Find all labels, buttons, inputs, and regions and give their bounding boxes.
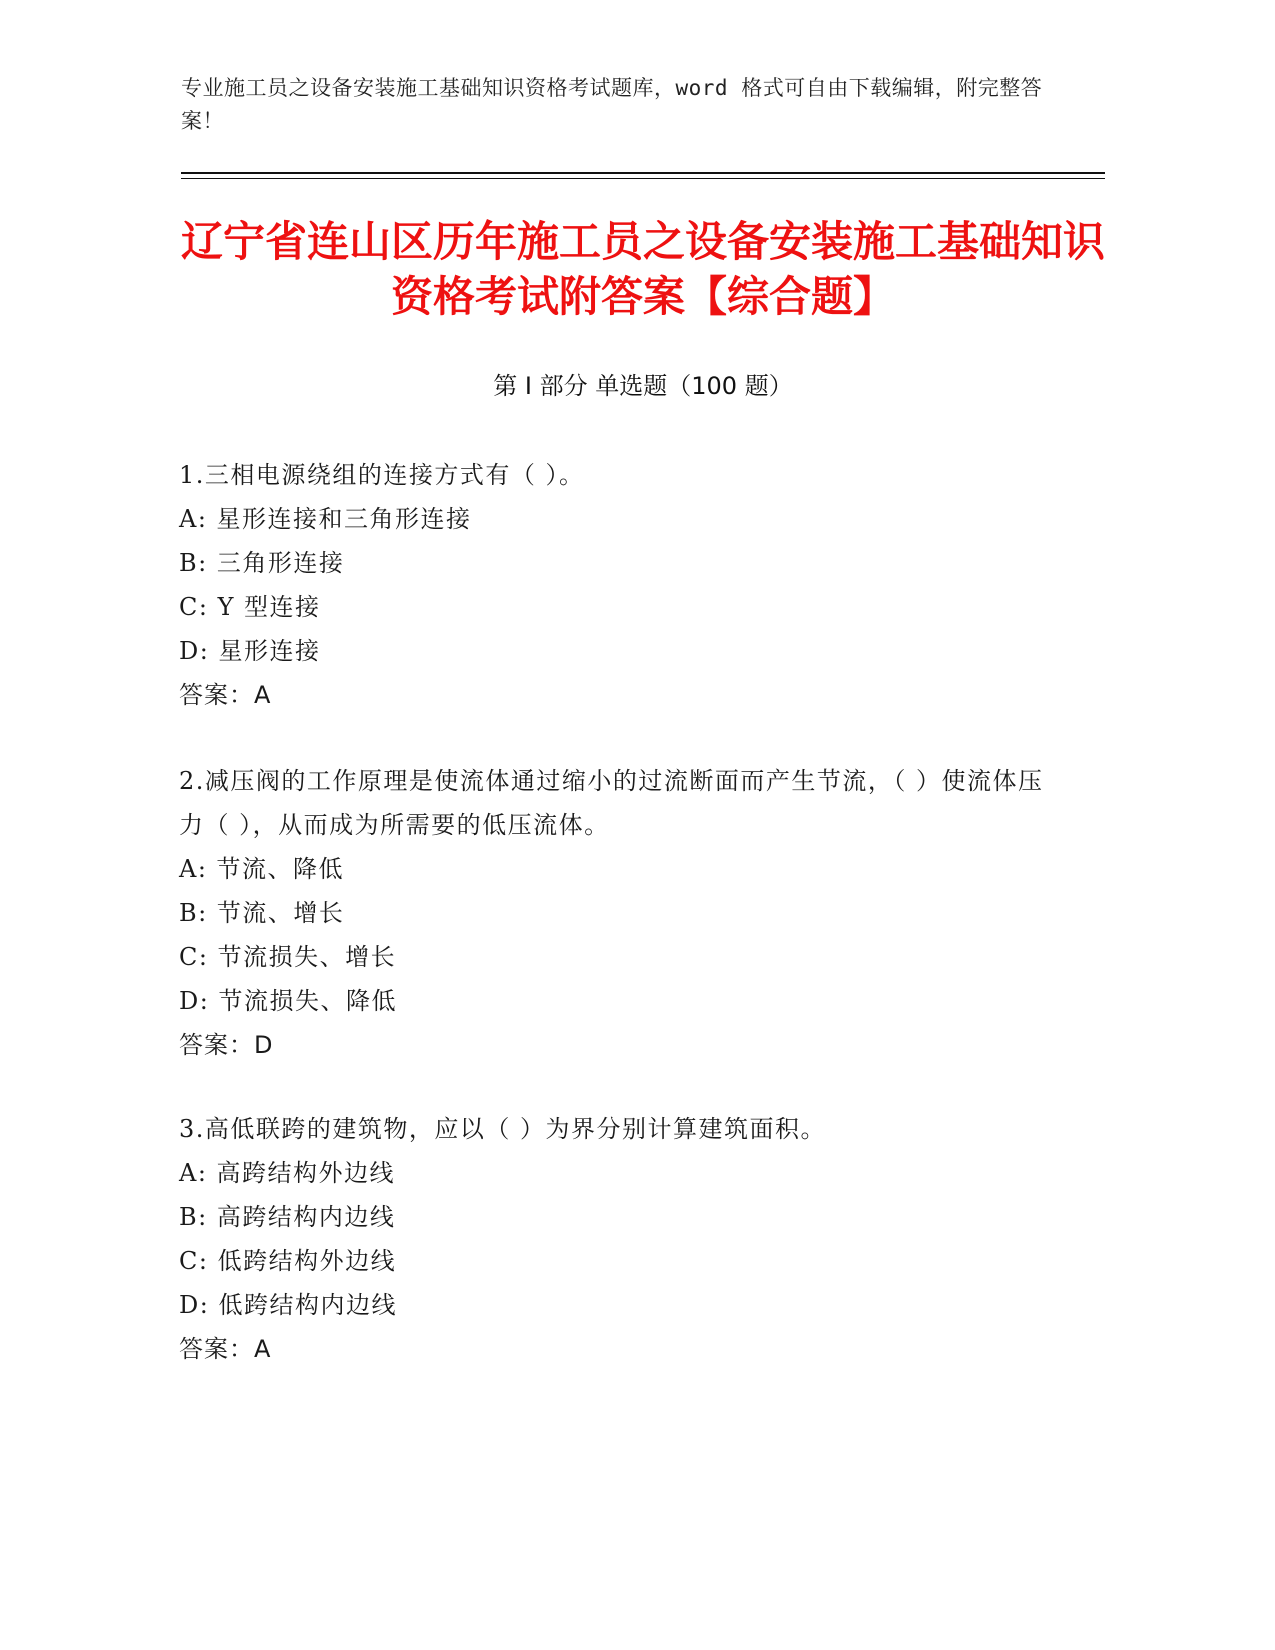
question-block — [179, 1107, 1069, 1371]
option-a: A: 星形连接和三角形连接 — [179, 505, 472, 533]
section-title: 第 I 部分 单选题（100 题） — [493, 372, 793, 400]
header-divider-thick — [181, 172, 1105, 174]
option-b: B: 节流、增长 — [179, 899, 345, 927]
answer-line: 答案：A — [179, 681, 272, 709]
option-c: C: 低跨结构外边线 — [179, 1247, 397, 1275]
answer-line: 答案：D — [179, 1031, 274, 1059]
question-stem: 3.高低联跨的建筑物，应以（ ）为界分别计算建筑面积。 — [179, 1115, 827, 1143]
header-note: 专业施工员之设备安装施工基础知识资格考试题库，word 格式可自由下载编辑，附完整答案！ — [181, 76, 1043, 133]
option-b: B: 高跨结构内边线 — [179, 1203, 396, 1231]
option-a: A: 节流、降低 — [179, 855, 345, 883]
question-block — [179, 453, 1069, 717]
document-title: 辽宁省连山区历年施工员之设备安装施工基础知识资格考试附答案【综合题】 — [181, 217, 1106, 321]
option-d: D: 星形连接 — [179, 637, 321, 665]
answer-line: 答案：A — [179, 1335, 272, 1363]
question-block — [179, 759, 1069, 1067]
option-d: D: 节流损失、降低 — [179, 987, 397, 1015]
option-c: C: 节流损失、增长 — [179, 943, 397, 971]
question-stem: 2.减压阀的工作原理是使流体通过缩小的过流断面而产生节流，（ ）使流体压力（ ），从而成为所需要的低压流体。 — [179, 767, 1044, 839]
question-stem: 1.三相电源绕组的连接方式有（ ）。 — [179, 461, 585, 489]
option-b: B: 三角形连接 — [179, 549, 345, 577]
option-a: A: 高跨结构外边线 — [179, 1159, 396, 1187]
header-divider-thin — [181, 178, 1105, 179]
option-d: D: 低跨结构内边线 — [179, 1291, 397, 1319]
option-c: C: Y 型连接 — [179, 593, 321, 621]
